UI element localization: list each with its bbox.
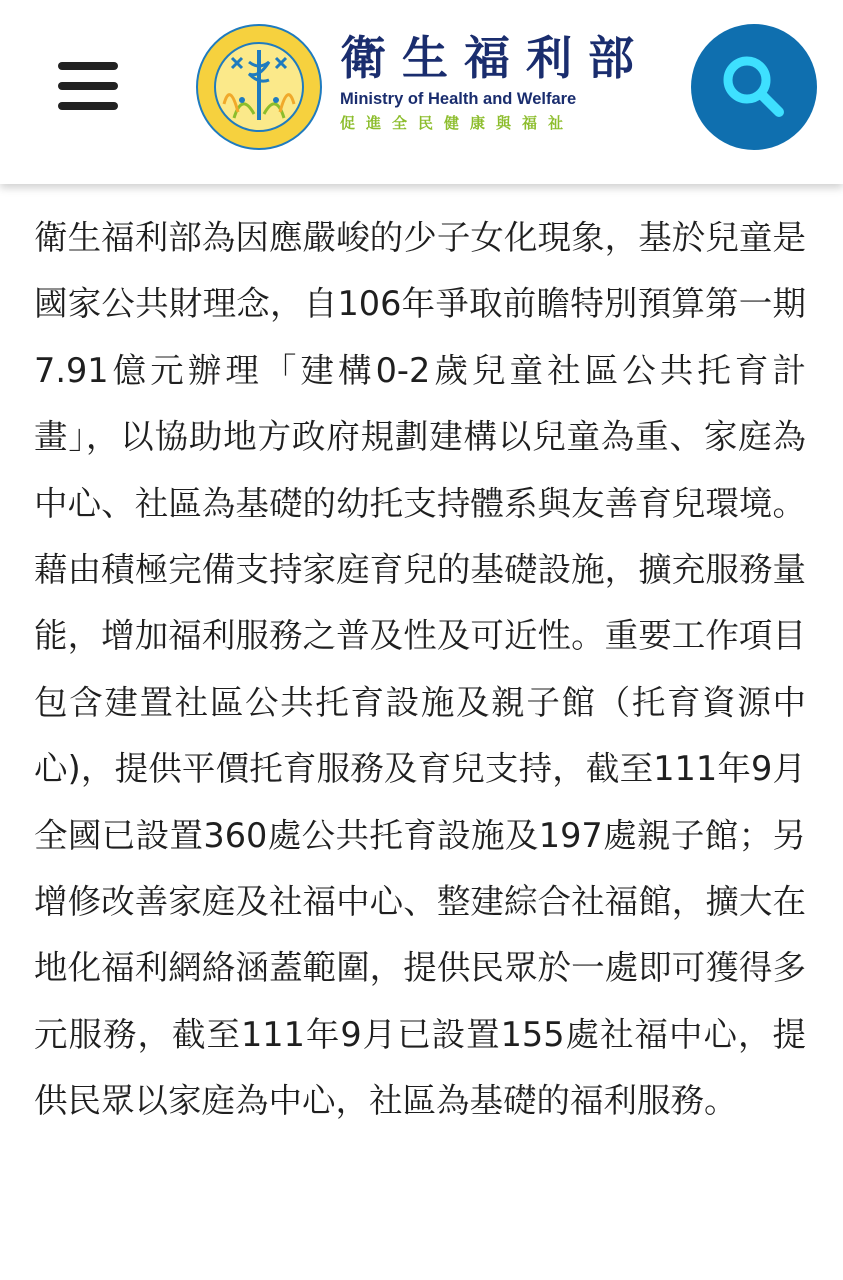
site-header — [0, 0, 843, 184]
menu-bar — [58, 102, 118, 110]
menu-bar — [58, 62, 118, 70]
brand-slogan: 促進全民健康與福祉 — [340, 114, 575, 132]
search-icon — [719, 52, 789, 122]
brand-title[interactable] — [340, 30, 650, 150]
brand-name-en: Ministry of Health and Welfare — [340, 90, 577, 108]
search-button[interactable] — [691, 24, 817, 150]
ministry-seal-logo-icon[interactable] — [194, 22, 324, 152]
hamburger-menu-icon[interactable] — [58, 60, 118, 112]
menu-bar — [58, 82, 118, 90]
article-body: 衛生福利部為因應嚴峻的少子女化現象，基於兒童是國家公共財理念，自106年爭取前瞻特別預算第一期7.91億元辦理「建構0-2歲兒童社區公共托育計畫」，以協助地方政府規劃建構以兒童為重、家庭為中心、社區為基礎的幼托支持體系與友善育兒環境。藉由積極完備支持家庭育兒的基礎設施，擴充服務量能，增加福利服務之普及性及可近性。重要工作項目包含建置社區公共托育設施及親子館（托育資源中心)，提供平價托育服務及育兒支持，截至111年9月全國已設置360處公共托育設施及197處親子館；另增修改善家庭及社福中心、整建綜合社福館，擴大在地化福利網絡涵蓋範圍，提供民眾於一處即可獲得多元服務，截至111年9月已設置155處社福中心，提供民眾以家庭為中心，社區為基礎的福利服務。 — [34, 218, 806, 1121]
brand-name-zh: 衛生福利部 — [340, 31, 650, 85]
